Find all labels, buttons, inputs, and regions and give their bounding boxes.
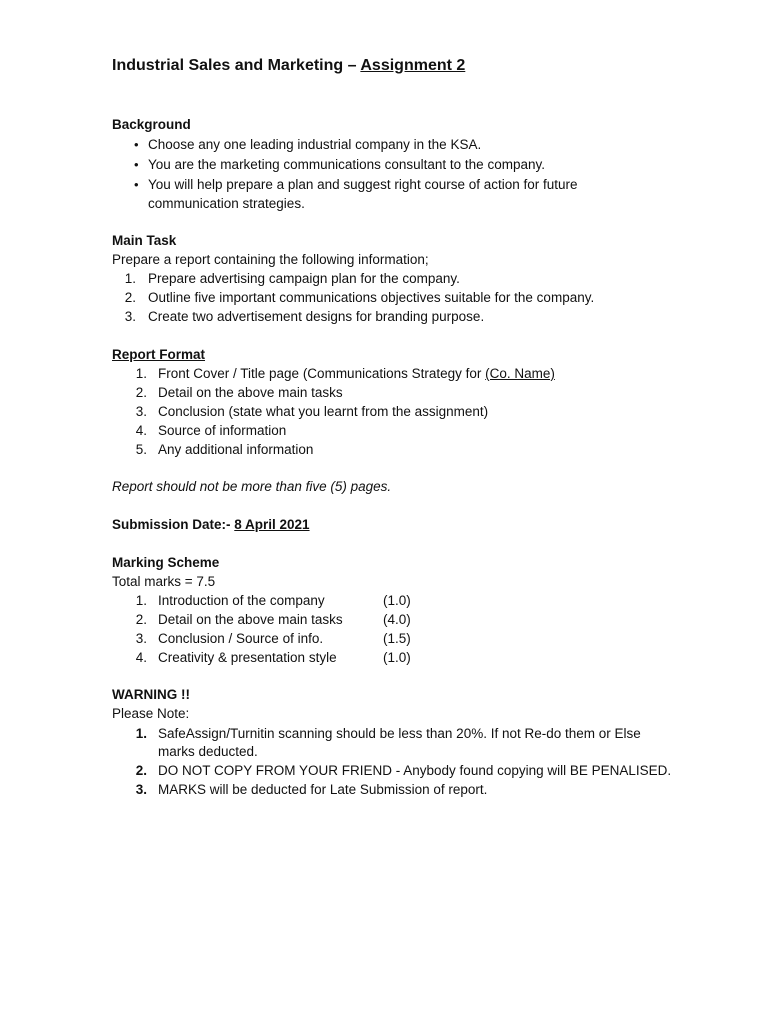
- report-format-item-1: [158, 367, 555, 381]
- list-number: 2.: [124, 290, 136, 305]
- list-number: 4.: [135, 650, 147, 665]
- marking-item-marks: (1.5): [383, 631, 411, 646]
- report-format-heading: Report Format: [112, 347, 206, 362]
- background-item-1: Choose any one leading industrial company in the KSA.: [148, 137, 482, 152]
- submission-label: Submission Date:-: [112, 517, 235, 532]
- list-number: 2.: [135, 763, 147, 778]
- report-format-item-5: Any additional information: [158, 442, 314, 457]
- title-assignment: Assignment 2: [360, 57, 466, 74]
- warning-item-1-continued: marks deducted.: [158, 744, 258, 759]
- main-task-item-2: Outline five important communications objectives suitable for the company.: [148, 290, 595, 305]
- marking-scheme-heading: Marking Scheme: [112, 555, 220, 570]
- marking-item-label: Introduction of the company: [158, 593, 325, 608]
- background-heading: Background: [112, 117, 191, 132]
- marking-item-label: Detail on the above main tasks: [158, 612, 343, 627]
- list-number: 5.: [135, 442, 147, 457]
- marking-item-label: Creativity & presentation style: [158, 650, 337, 665]
- list-number: 1.: [135, 593, 147, 608]
- please-note: Please Note:: [112, 706, 190, 721]
- list-number: 3.: [135, 782, 147, 797]
- warning-item-1: SafeAssign/Turnitin scanning should be less than 20%. If not Re-do them or Else: [158, 726, 641, 741]
- list-number: 3.: [135, 404, 147, 419]
- list-number: 2.: [135, 612, 147, 627]
- main-task-item-3: Create two advertisement designs for branding purpose.: [148, 309, 485, 324]
- background-item-3-continued: communication strategies.: [148, 196, 305, 211]
- warning-heading: WARNING !!: [112, 687, 190, 702]
- background-item-3: You will help prepare a plan and suggest right course of action for future: [148, 177, 578, 192]
- report-format-item-2: Detail on the above main tasks: [158, 385, 343, 400]
- marking-item-marks: (4.0): [383, 612, 411, 627]
- total-marks: Total marks = 7.5: [112, 574, 216, 589]
- warning-item-2: DO NOT COPY FROM YOUR FRIEND - Anybody found copying will BE PENALISED.: [158, 763, 672, 778]
- report-format-item-4: Source of information: [158, 423, 287, 438]
- marking-item-marks: (1.0): [383, 593, 411, 608]
- report-format-item-3: Conclusion (state what you learnt from the assignment): [158, 404, 489, 419]
- list-number: 3.: [124, 309, 136, 324]
- main-task-item-1: Prepare advertising campaign plan for the company.: [148, 271, 460, 286]
- main-task-intro: Prepare a report containing the following information;: [112, 252, 429, 267]
- background-item-2: You are the marketing communications consultant to the company.: [148, 157, 545, 172]
- marking-item-marks: (1.0): [383, 650, 411, 665]
- list-number: 4.: [135, 423, 147, 438]
- company-name-placeholder: (Co. Name): [485, 366, 555, 381]
- bullet-icon: •: [134, 137, 139, 152]
- list-number: 3.: [135, 631, 147, 646]
- submission-date: [112, 518, 310, 532]
- bullet-icon: •: [134, 177, 139, 192]
- main-task-heading: Main Task: [112, 233, 177, 248]
- list-number: 1.: [124, 271, 136, 286]
- title-text: Industrial Sales and Marketing –: [112, 57, 361, 74]
- list-number: 1.: [135, 366, 147, 381]
- list-number: 2.: [135, 385, 147, 400]
- warning-item-3: MARKS will be deducted for Late Submission of report.: [158, 782, 488, 797]
- page-limit-note: Report should not be more than five (5) pages.: [112, 479, 392, 494]
- report-format-item-1-text: Front Cover / Title page (Communications Strategy for: [158, 366, 486, 381]
- submission-date-value: 8 April 2021: [234, 517, 310, 532]
- marking-item-label: Conclusion / Source of info.: [158, 631, 324, 646]
- list-number: 1.: [135, 726, 147, 741]
- document-title: [112, 58, 465, 74]
- bullet-icon: •: [134, 157, 139, 172]
